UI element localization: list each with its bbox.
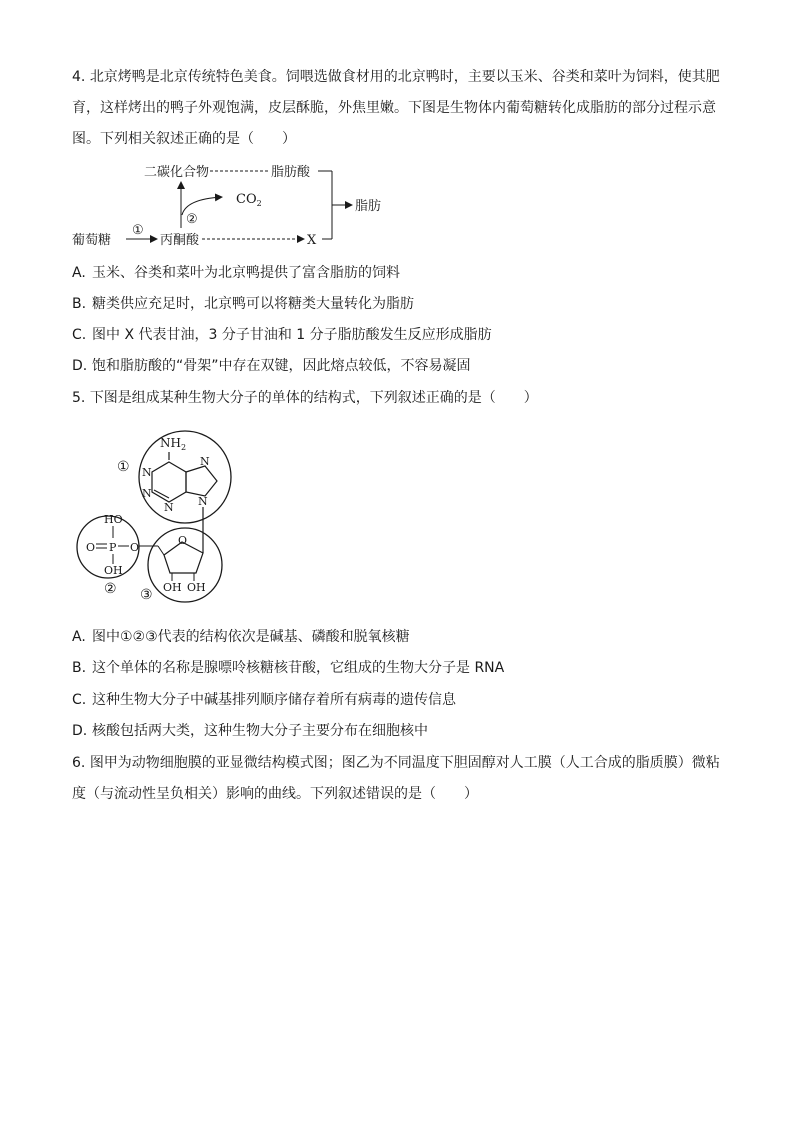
- label-2: ②: [104, 581, 117, 597]
- glucose-to-fat-diagram: [72, 155, 402, 250]
- option-letter: D.: [72, 723, 88, 739]
- atom-n: N: [142, 466, 152, 479]
- option-letter: A.: [72, 265, 86, 281]
- option-letter: C.: [72, 327, 87, 343]
- option-letter: A.: [72, 629, 86, 645]
- diagram-fat: 脂肪: [355, 199, 382, 214]
- diagram-co2: $CO_2$: [236, 192, 262, 208]
- question-6-text: 图甲为动物细胞膜的亚显微结构模式图；图乙为不同温度下胆固醇对人工膜（人工合成的脂质膜）微粘度（与流动性呈负相关）影响的曲线。下列叙述错误的是（ ）: [72, 755, 720, 802]
- question-5-option-b[interactable]: [72, 658, 504, 678]
- question-5-option-c[interactable]: [72, 690, 456, 710]
- option-letter: B.: [72, 660, 87, 676]
- nh2-group: $NH_2$: [160, 436, 187, 452]
- option-text: 图中 X 代表甘油，3 分子甘油和 1 分子脂肪酸发生反应形成脂肪: [92, 327, 492, 343]
- question-5-stem: [72, 388, 538, 408]
- atom-p: P: [109, 541, 117, 554]
- pyrimidine-ring: [152, 462, 186, 502]
- option-text: 糖类供应充足时，北京鸭可以将糖类大量转化为脂肪: [92, 296, 414, 312]
- atom-n: N: [198, 495, 208, 508]
- nucleotide-structure: [72, 425, 252, 610]
- bond: [158, 546, 164, 555]
- option-letter: D.: [72, 358, 88, 374]
- ring-oxygen: O: [178, 534, 188, 547]
- question-4-option-d[interactable]: [72, 356, 471, 376]
- diagram-glucose: 葡萄糖: [72, 233, 112, 248]
- option-text: 这个单体的名称是腺嘌呤核糖核苷酸，它组成的生物大分子是 RNA: [92, 660, 505, 676]
- question-4-option-a[interactable]: [72, 263, 400, 283]
- atom-o: O: [130, 541, 140, 554]
- diagram-c2-compound: 二碳化合物: [144, 165, 210, 180]
- question-4-option-c[interactable]: [72, 325, 492, 345]
- option-letter: B.: [72, 296, 87, 312]
- imidazole-ring: [186, 466, 217, 496]
- atom-n: N: [200, 455, 210, 468]
- atom-n: N: [164, 501, 174, 514]
- option-letter: C.: [72, 692, 87, 708]
- diagram-pyruvate: 丙酮酸: [160, 233, 200, 248]
- atom-oh: OH: [104, 564, 123, 577]
- diagram-fatty-acid: 脂肪酸: [271, 165, 311, 180]
- diagram-step-2: ②: [186, 212, 198, 227]
- label-3: ③: [140, 587, 153, 603]
- question-4-option-b[interactable]: [72, 294, 414, 314]
- diagram-step-1: ①: [132, 223, 144, 238]
- question-5-option-d[interactable]: [72, 721, 428, 741]
- question-4-text: 北京烤鸭是北京传统特色美食。饲喂选做食材用的北京鸭时，主要以玉米、谷类和菜叶为饲料，使其肥育，这样烤出的鸭子外观饱满，皮层酥脆，外焦里嫩。下图是生物体内葡萄糖转化成脂肪的部分过程示意图。下列相关叙述正确的是（ ）: [72, 69, 720, 147]
- question-5-text: 下图是组成某种生物大分子的单体的结构式，下列叙述正确的是（ ）: [89, 390, 538, 406]
- option-text: 图中①②③代表的结构依次是碱基、磷酸和脱氧核糖: [92, 629, 410, 645]
- question-4-stem: [72, 62, 724, 155]
- atom-n: N: [142, 487, 152, 500]
- option-text: 玉米、谷类和菜叶为北京鸭提供了富含脂肪的饲料: [92, 265, 400, 281]
- option-text: 核酸包括两大类，这种生物大分子主要分布在细胞核中: [92, 723, 428, 739]
- question-5-number: 5.: [72, 390, 86, 406]
- diagram-x: X: [307, 233, 317, 248]
- atom-oh: OH: [187, 581, 206, 594]
- atom-ho: HO: [104, 513, 123, 526]
- atom-oh: OH: [163, 581, 182, 594]
- question-5-option-a[interactable]: [72, 627, 410, 647]
- atom-o: O: [86, 541, 96, 554]
- question-6-number: 6.: [72, 755, 86, 771]
- option-text: 这种生物大分子中碱基排列顺序储存着所有病毒的遗传信息: [92, 692, 456, 708]
- label-1: ①: [117, 459, 130, 475]
- question-4-number: 4.: [72, 69, 86, 85]
- question-6-stem: [72, 748, 724, 810]
- option-text: 饱和脂肪酸的“骨架”中存在双键，因此熔点较低，不容易凝固: [92, 358, 471, 374]
